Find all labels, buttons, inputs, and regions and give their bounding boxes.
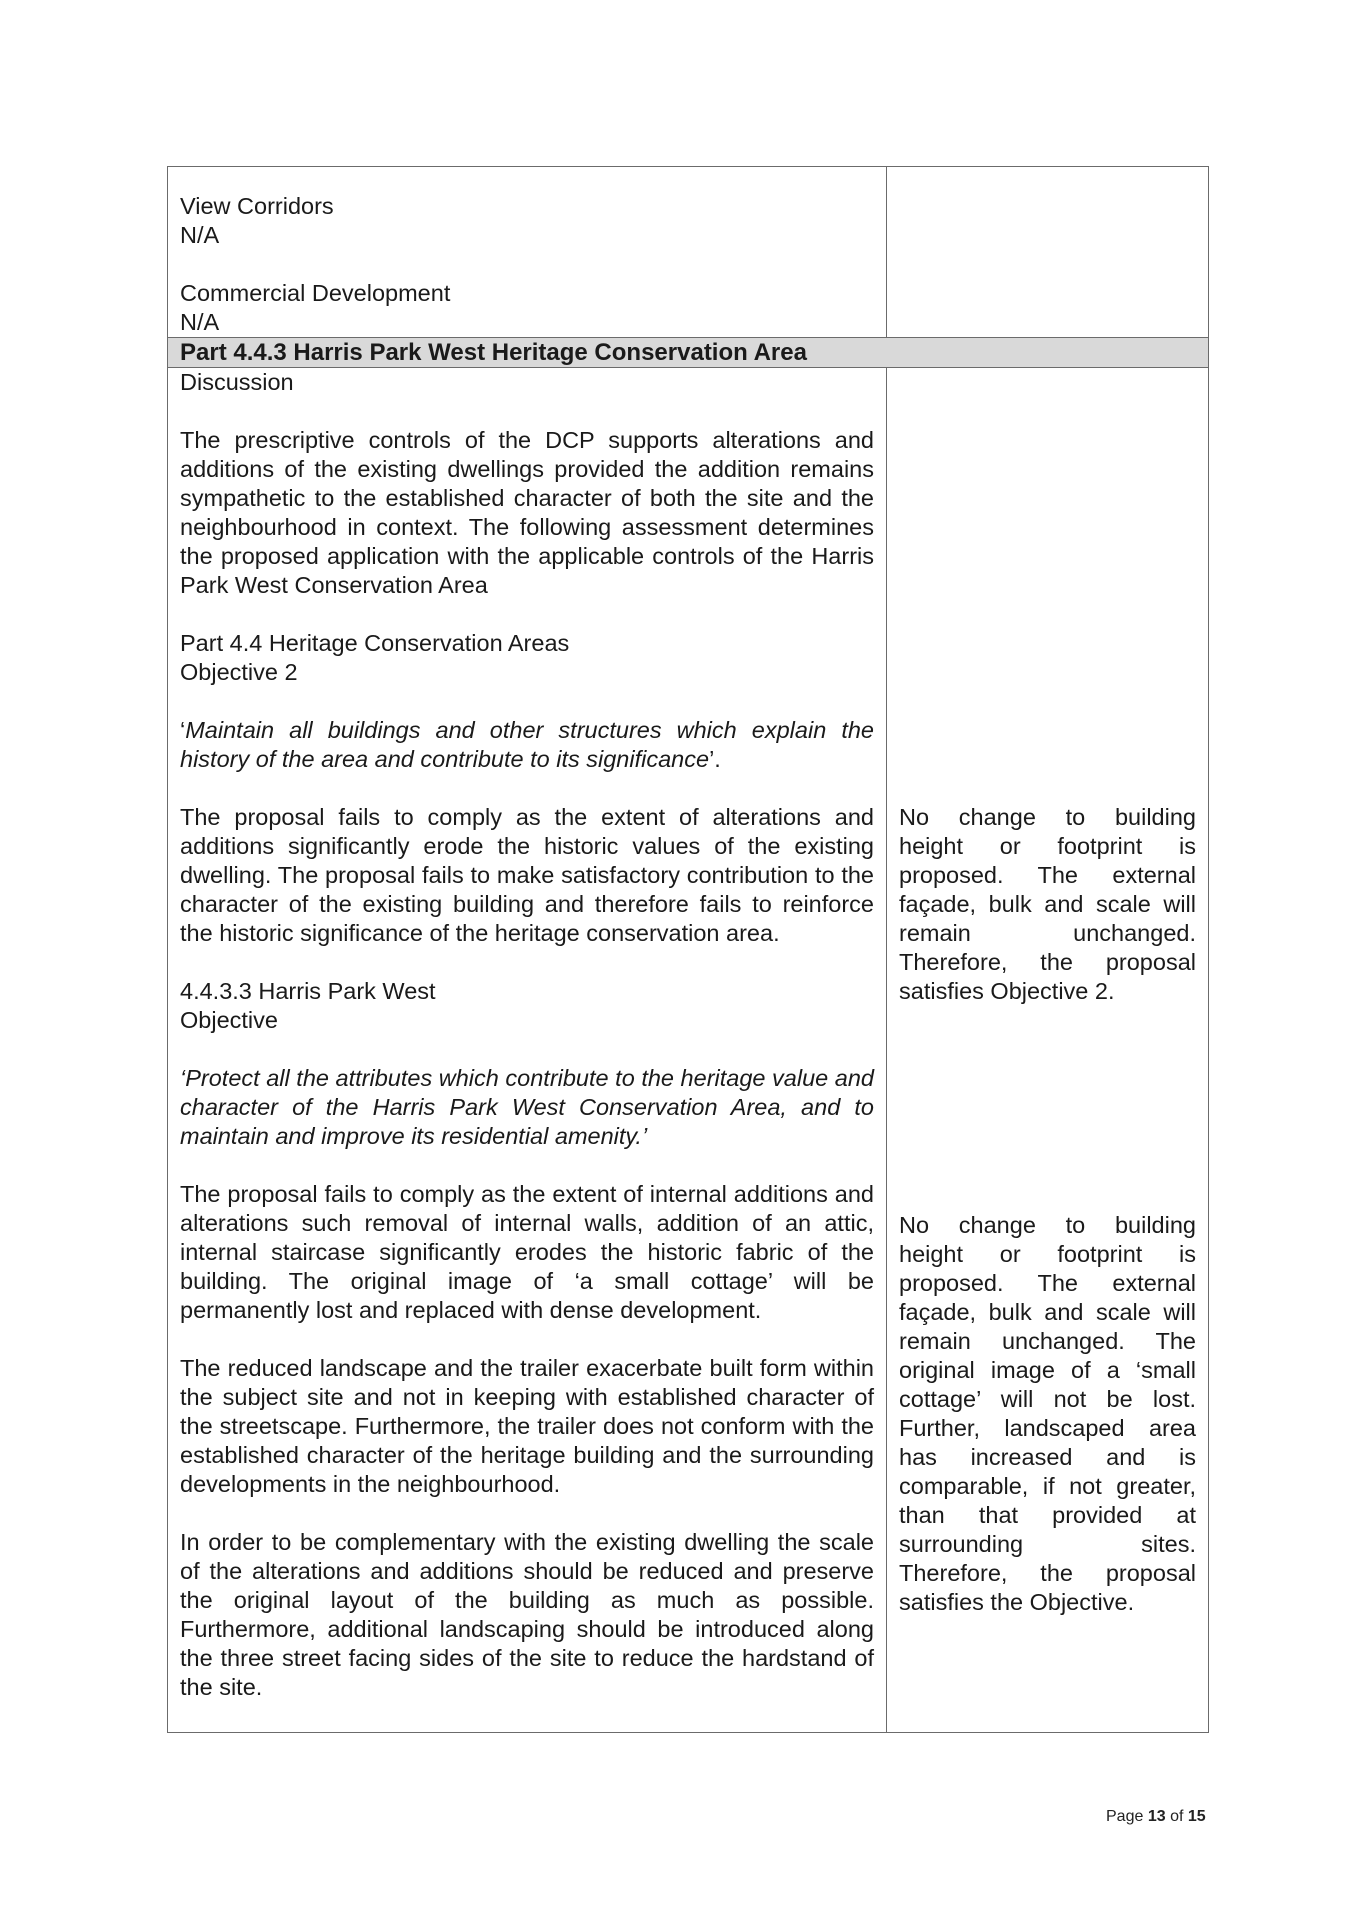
- objective-2-quote-text: Maintain all buildings and other structures which explain the history of the area and contribute to its significance: [180, 717, 874, 772]
- section-heading-row: [168, 338, 1209, 368]
- assessment-table: [167, 166, 1209, 1733]
- fail-paragraph-2: The proposal fails to comply as the extent of internal additions and alterations such removal of internal walls, addition of an attic, internal staircase significantly erodes the historic fabric of the building. The original image of ‘a small cottage’ will be permanently lost and replaced with dense development.: [180, 1181, 874, 1323]
- fail-paragraph-1: The proposal fails to comply as the extent of alterations and additions significantly erode the historic values of the existing dwelling. The proposal fails to make satisfactory contribution to the character of the existing building and therefore fails to reinforce the historic significance of the heritage conservation area.: [180, 804, 874, 946]
- part-heading: Part 4.4 Heritage Conservation Areas: [180, 630, 570, 656]
- landscape-paragraph: The reduced landscape and the trailer exacerbate built form within the subject site and not in keeping with established character of the streetscape. Furthermore, the trailer does not conform with the established character of the heritage building and the surrounding developments in the neighbourhood.: [180, 1355, 874, 1497]
- discussion-label: Discussion: [180, 369, 294, 395]
- page-number: 13: [1147, 1808, 1166, 1825]
- sub-heading: 4.4.3.3 Harris Park West: [180, 978, 436, 1004]
- of-label: of: [1170, 1808, 1184, 1825]
- objective-label: Objective: [180, 1007, 278, 1033]
- section-heading: Part 4.4.3 Harris Park West Heritage Conservation Area: [168, 338, 1209, 368]
- right-cell-main: [887, 368, 1209, 1733]
- response-objective: No change to building height or footprint is proposed. The external façade, bulk and scale will remain unchanged. The original image of a ‘small cottage’ will not be lost. Further, landscaped area has increased and is comparable, if not greater, than that provided at surrounding sites. Therefore, the proposal satisfies the Objective.: [899, 1212, 1196, 1615]
- intro-paragraph: The prescriptive controls of the DCP supports alterations and additions of the existing dwellings provided the addition remains sympathetic to the established character of both the site and the neighbourhood in context. The following assessment determines the proposed application with the applicable controls of the Harris Park West Conservation Area: [180, 427, 874, 598]
- left-cell-top: [168, 167, 887, 338]
- table-row: [168, 368, 1209, 1733]
- page-footer: [1106, 1808, 1206, 1826]
- view-corridors-heading: View Corridors: [180, 193, 334, 219]
- commercial-heading: Commercial Development: [180, 280, 451, 306]
- table-row: [168, 167, 1209, 338]
- response-objective-2: No change to building height or footprint is proposed. The external façade, bulk and scale will remain unchanged. Therefore, the proposal satisfies Objective 2.: [899, 804, 1196, 1004]
- right-cell-top: [887, 167, 1209, 338]
- left-cell-main: [168, 368, 887, 1733]
- complementary-paragraph: In order to be complementary with the existing dwelling the scale of the alterations and additions should be reduced and preserve the original layout of the building as much as possible. Furthermore, additional landscaping should be introduced along the three street facing sides of the site to reduce the hardstand of the site.: [180, 1529, 874, 1700]
- view-corridors-value: N/A: [180, 222, 220, 248]
- page-label: Page: [1106, 1808, 1144, 1825]
- total-pages: 15: [1187, 1808, 1206, 1825]
- objective-2-quote: ‘Maintain all buildings and other structures which explain the history of the area and contribute to its significance’.: [180, 717, 874, 772]
- objective-quote: ‘Protect all the attributes which contribute to the heritage value and character of the Harris Park West Conservation Area, and to maintain and improve its residential amenity.’: [180, 1065, 874, 1149]
- commercial-value: N/A: [180, 309, 220, 335]
- objective-2-label: Objective 2: [180, 659, 298, 685]
